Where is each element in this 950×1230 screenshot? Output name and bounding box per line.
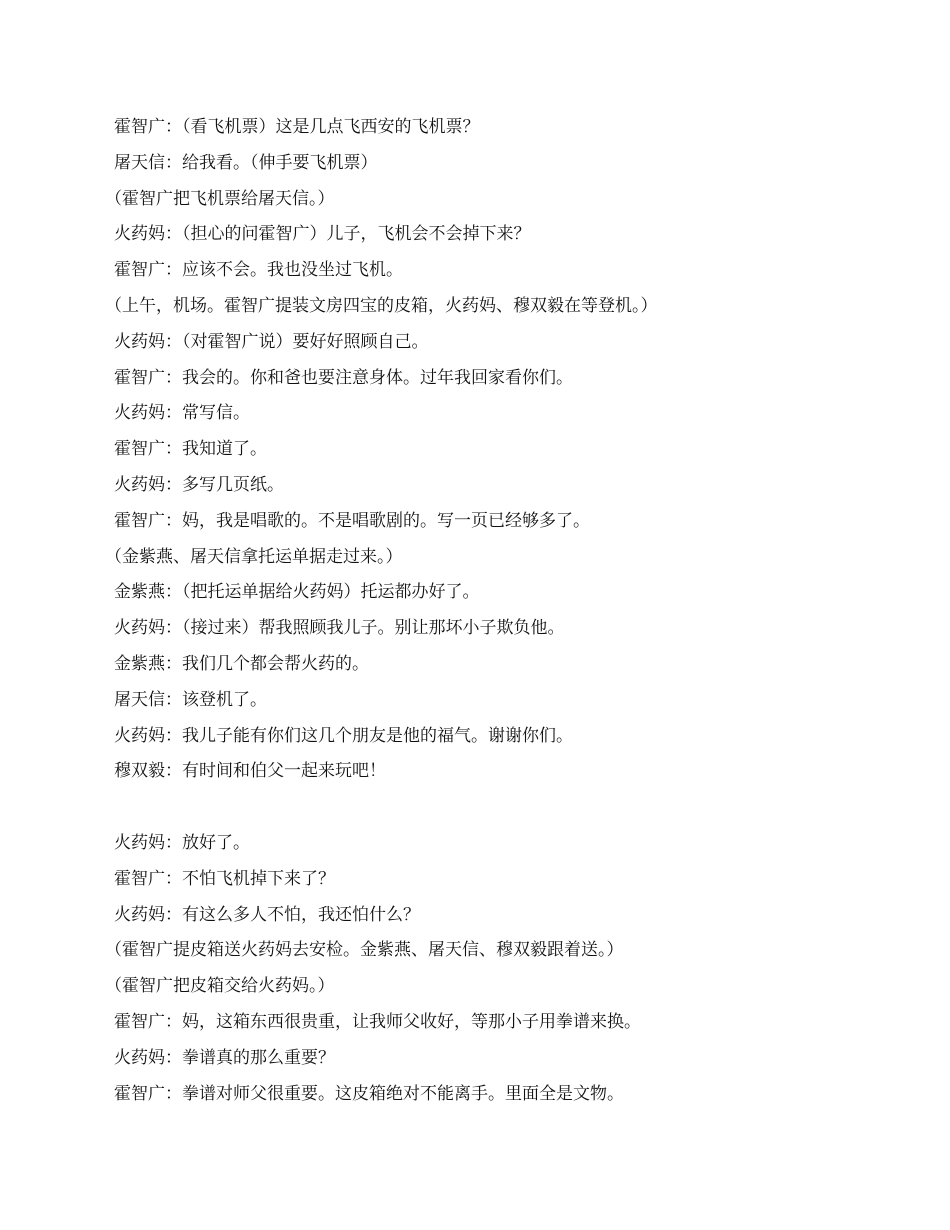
- dialogue-line: 霍智广：妈，这箱东西很贵重，让我师父收好，等那小子用拳谱来换。: [114, 1011, 641, 1032]
- stage-direction: （金紫燕、屠天信拿托运单据走过来。）: [105, 546, 403, 567]
- stage-direction: （霍智广提皮箱送火药妈去安检。金紫燕、屠天信、穆双毅跟着送。）: [105, 940, 624, 961]
- dialogue-line: 屠天信：该登机了。: [114, 689, 267, 710]
- blank-line: [114, 790, 874, 826]
- dialogue-line: 穆双毅：有时间和伯父一起来玩吧！: [114, 761, 386, 782]
- dialogue-line: 霍智广：（看飞机票）这是几点飞西安的飞机票？: [114, 117, 480, 137]
- dialogue-line: 霍智广：妈，我是唱歌的。不是唱歌剧的。写一页已经够多了。: [114, 510, 590, 531]
- dialogue-line: 霍智广：我知道了。: [114, 439, 267, 460]
- dialogue-line: 火药妈：放好了。: [114, 832, 250, 853]
- dialogue-line: 火药妈：常写信。: [114, 403, 250, 424]
- dialogue-line: 火药妈：（接过来）帮我照顾我儿子。别让那坏小子欺负他。: [114, 618, 565, 639]
- script-text-body: [105, 110, 874, 1112]
- dialogue-line: 金紫燕：我们几个都会帮火药的。: [114, 653, 369, 674]
- stage-direction: （霍智广把皮箱交给火药妈。）: [105, 976, 335, 997]
- dialogue-line: 霍智广：应该不会。我也没坐过飞机。: [114, 260, 403, 281]
- dialogue-line: 火药妈：拳谱真的那么重要？: [114, 1047, 335, 1068]
- stage-direction: （上午，机场。霍智广提装文房四宝的皮箱，火药妈、穆双毅在等登机。）: [105, 295, 658, 316]
- dialogue-line: 火药妈：我儿子能有你们这几个朋友是他的福气。谢谢你们。: [114, 725, 573, 746]
- dialogue-line: 火药妈：（担心的问霍智广）儿子，飞机会不会掉下来？: [114, 224, 531, 245]
- dialogue-line: 火药妈：（对霍智广说）要好好照顾自己。: [114, 331, 429, 352]
- dialogue-line: 屠天信：给我看。（伸手要飞机票）: [114, 152, 378, 173]
- dialogue-line: 霍智广：拳谱对师父很重要。这皮箱绝对不能离手。里面全是文物。: [114, 1083, 624, 1104]
- dialogue-line: 火药妈：有这么多人不怕，我还怕什么？: [114, 904, 420, 925]
- dialogue-line: 霍智广：我会的。你和爸也要注意身体。过年我回家看你们。: [114, 367, 573, 388]
- stage-direction: （霍智广把飞机票给屠天信。）: [105, 188, 335, 209]
- dialogue-line: 霍智广：不怕飞机掉下来了？: [114, 868, 335, 889]
- dialogue-line: 火药妈：多写几页纸。: [114, 474, 284, 495]
- dialogue-line: 金紫燕：（把托运单据给火药妈）托运都办好了。: [114, 582, 480, 603]
